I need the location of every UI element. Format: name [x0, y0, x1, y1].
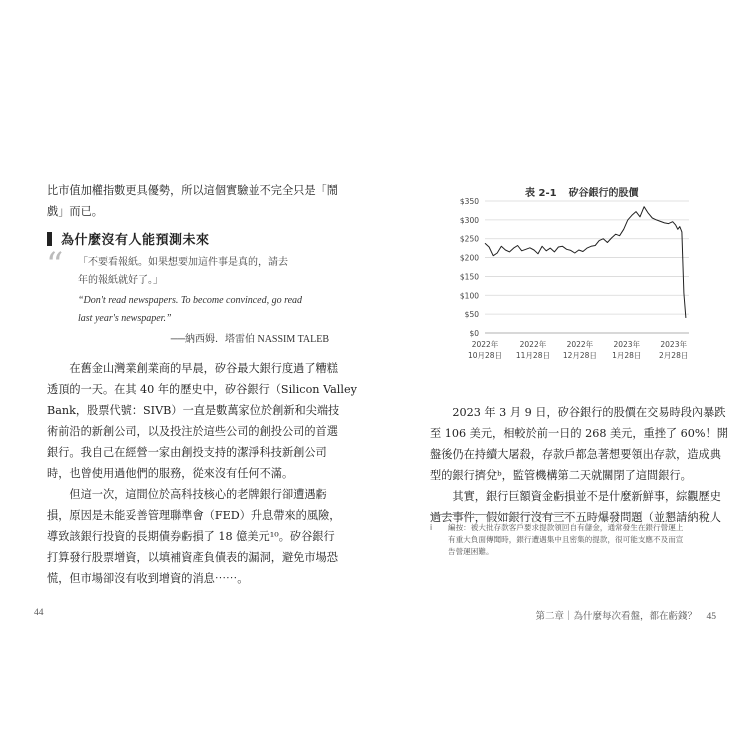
quote-english [78, 292, 302, 328]
y-tick-label: $300 [459, 215, 479, 225]
text-line: 年的報紙就好了。」 [78, 275, 163, 286]
y-tick-label: $250 [459, 234, 479, 244]
x-tick-label: 2023年 [613, 340, 641, 349]
y-tick-label: $50 [464, 310, 479, 320]
y-tick-label: $100 [459, 291, 479, 301]
text-line: 「不要看報紙。如果想要加這件事是真的，請去 [78, 257, 288, 268]
body-paragraph-1 [47, 358, 357, 484]
body-paragraph-1 [430, 402, 728, 486]
text-line: 透頂的一天。在其 40 年的歷史中，矽谷銀行（Silicon Valley [47, 383, 357, 396]
right-page [375, 0, 750, 750]
page-number: 44 [34, 608, 44, 618]
text-line: 慌，但市場卻沒有收到增資的消息⋯⋯。 [47, 572, 249, 585]
y-tick-label: $0 [469, 329, 479, 338]
text-line: 但這一次，這間位於高科技核心的老牌銀行卻遭遇虧 [69, 488, 327, 501]
intro-paragraph [47, 180, 338, 222]
text-line: “Don't read newspapers. To become convinced, go read [78, 295, 303, 306]
footnote-mark: i [430, 523, 433, 532]
text-line: 至 106 美元，相較於前一日的 268 美元，重挫了 60%！開 [430, 427, 728, 440]
heading-bar [47, 232, 52, 246]
text-line: 過去事件，假如銀行沒有三不五時爆發問題（並懇請納稅人 [430, 511, 721, 524]
y-tick-label: $150 [459, 272, 479, 282]
text-line: 型的銀行擠兌ᵇ，監管機構第二天就關閉了這間銀行。 [430, 469, 692, 482]
x-tick-label: 2022年 [519, 340, 547, 349]
section-heading [47, 229, 210, 248]
series-line [485, 207, 686, 318]
text-line: 戲」而已。 [47, 205, 103, 218]
page-running-footer: 第二章｜為什麼每次看盤，都在虧錢？ 45 [535, 612, 716, 622]
text-line: 編按：被大批存款客戶要求提款領回自有儲金，通常發生在銀行營運上 [448, 523, 684, 532]
text-line: 比市值加權指數更具優勢，所以這個實驗並不完全只是「鬧 [47, 184, 338, 197]
text-line: last year's newspaper.” [78, 313, 172, 324]
footnote [430, 522, 720, 558]
text-line: 2023 年 3 月 9 日，矽谷銀行的股價在交易時段內暴跌 [452, 406, 726, 419]
text-line: 損，原因是未能妥善管理聯準會（FED）升息帶來的風險， [47, 509, 341, 522]
quote-mark-icon: “ [46, 245, 64, 285]
x-tick-label: 12月28日 [562, 351, 597, 360]
body-paragraph-2 [47, 484, 340, 589]
text-line: 盤後仍在持續大屠殺，存款戶都急著想要領出存款，造成典 [430, 448, 721, 461]
section-heading-text: 為什麼沒有人能預測未來 [61, 233, 210, 248]
x-tick-label: 11月28日 [515, 351, 550, 360]
text-line: 有重大負面傳聞時，銀行遭遇集中且密集的提款，很可能支應不及而宣 [448, 535, 684, 544]
stock-price-chart [445, 193, 695, 371]
text-line: 打算發行股票增資，以填補資產負債表的漏洞，避免市場恐 [47, 551, 338, 564]
quote-chinese [78, 254, 288, 290]
x-tick-label: 10月28日 [467, 351, 503, 360]
x-tick-label: 2023年 [660, 340, 687, 349]
chart-title-label: 表 2-1 [525, 188, 557, 199]
text-line: 告營運困難。 [448, 547, 494, 556]
text-line: 其實，銀行巨額資金虧損並不是什麼新鮮事，綜觀歷史 [452, 490, 721, 503]
x-tick-label: 2月28日 [659, 351, 689, 360]
y-tick-label: $200 [459, 253, 479, 263]
quote-attribution: ──納西姆．塔雷伯 NASSIM TALEB [170, 334, 329, 345]
text-line: 銀行。我自己在經營一家由創投支持的潔淨科技新創公司 [47, 446, 327, 459]
text-line: 在舊金山灣業創業商的早晨，矽谷最大銀行度過了糟糕 [69, 362, 338, 375]
text-line: 導致該銀行投資的長期債券虧損了 18 億美元¹⁰。矽谷銀行 [47, 530, 335, 543]
chart-title-name: 矽谷銀行的股價 [568, 188, 639, 199]
text-line: 術前沿的新創公司，以及投注於這些公司的創投公司的首選 [47, 425, 338, 438]
footnote-rule [430, 514, 570, 515]
y-tick-label: $350 [459, 197, 479, 206]
x-tick-label: 2022年 [471, 340, 499, 349]
text-line: 時，也曾使用過他們的服務，從來沒有任何不滿。 [47, 467, 294, 480]
text-line: Bank，股票代號：SIVB）一直是數萬家位於創新和尖端技 [47, 404, 340, 417]
x-tick-label: 1月28日 [612, 351, 642, 360]
x-tick-label: 2022年 [566, 340, 594, 349]
